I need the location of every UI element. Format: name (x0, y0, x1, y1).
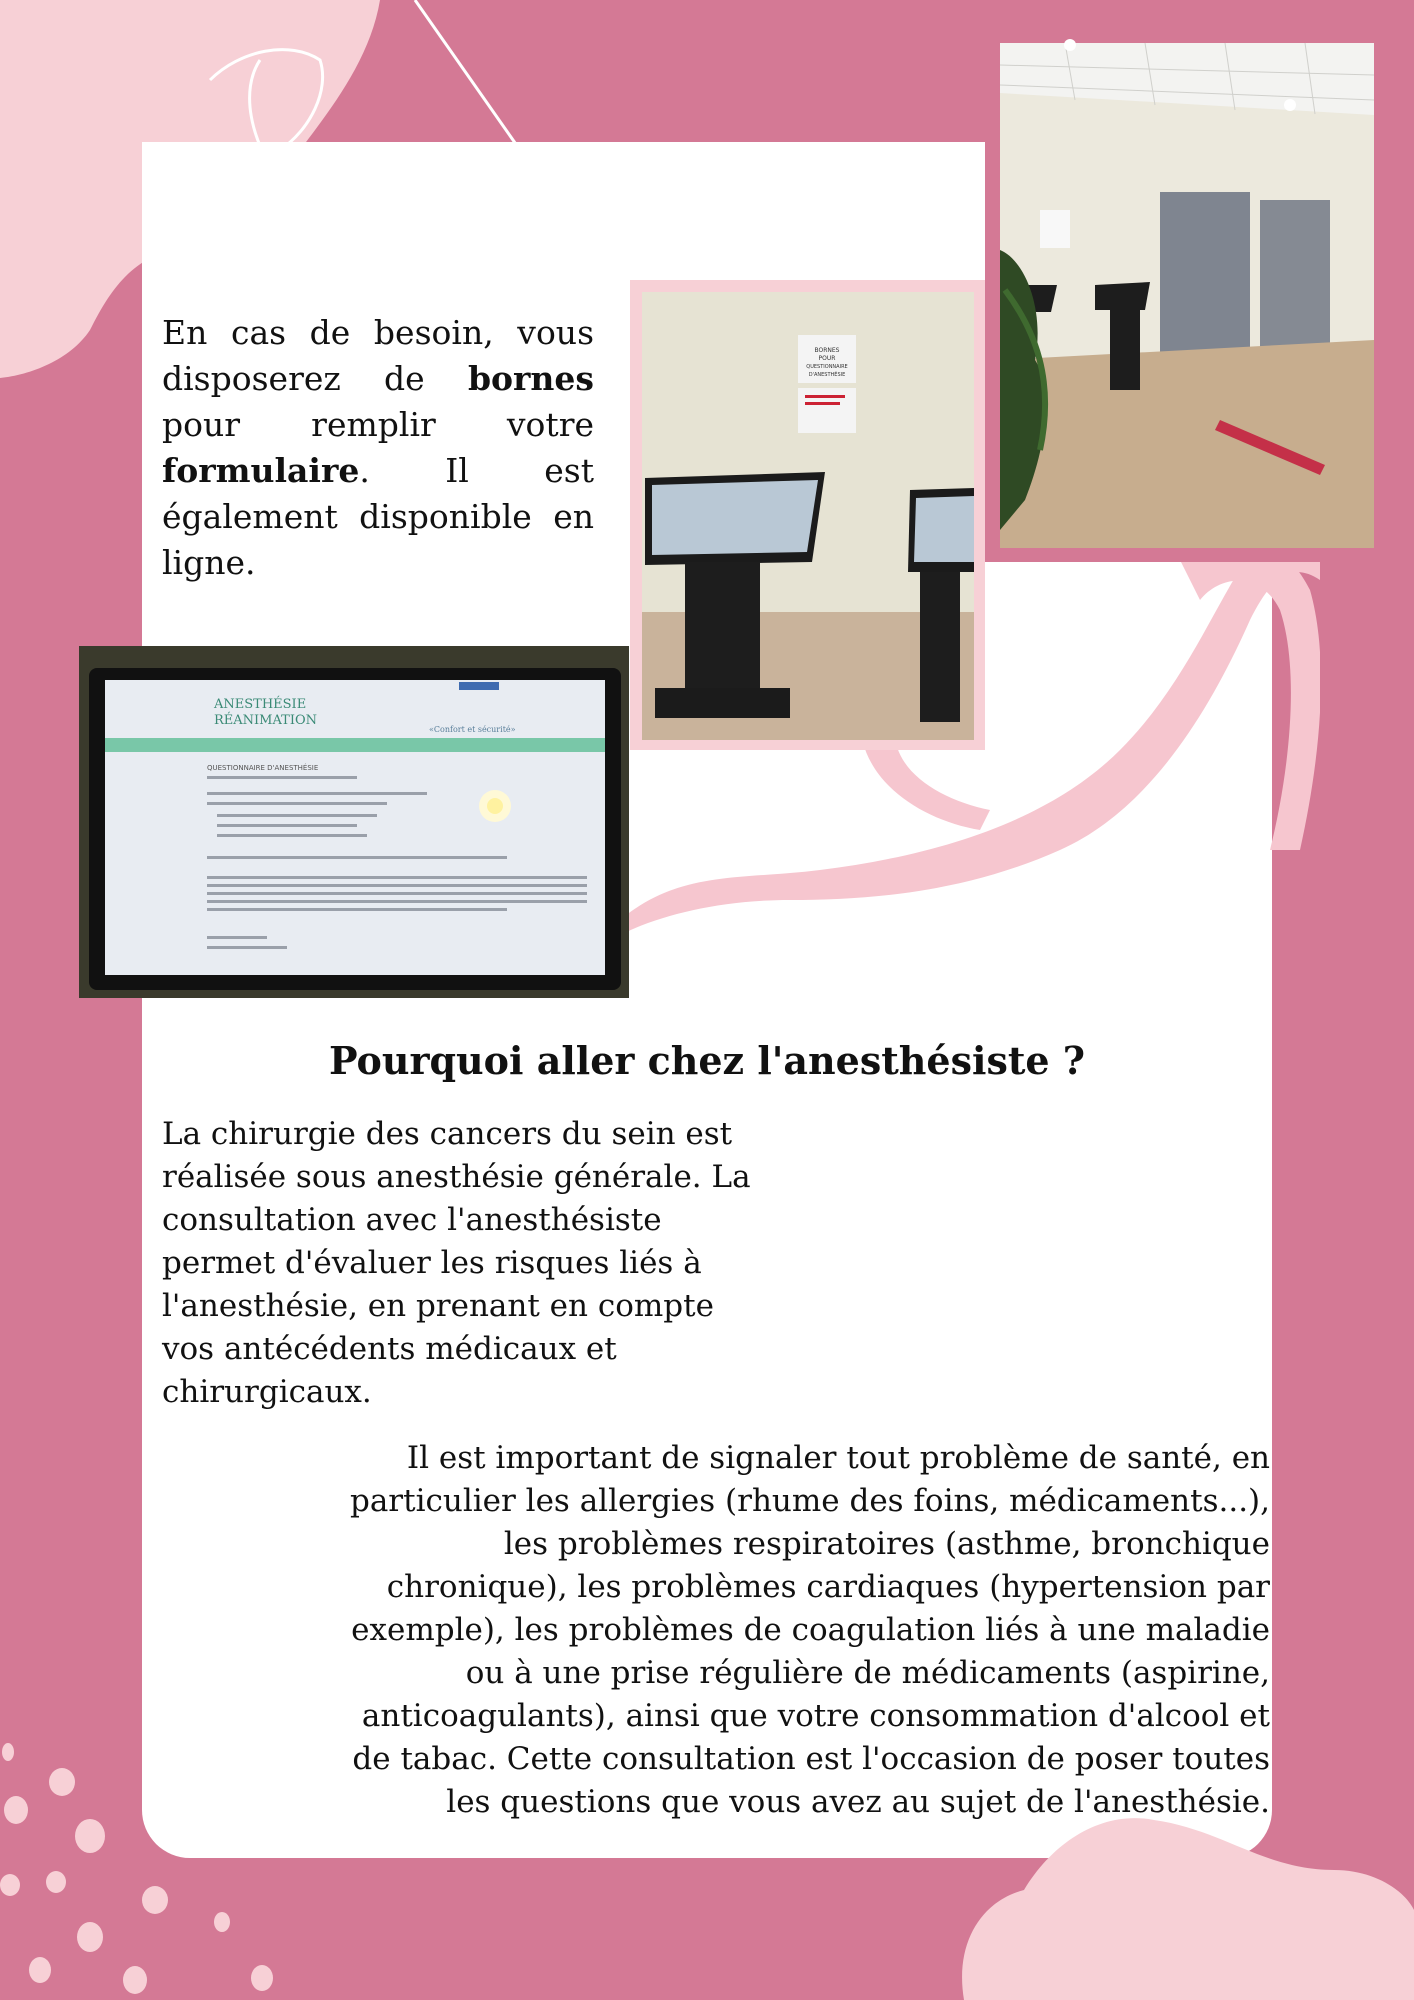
kiosk-logo-line1: ANESTHÉSIE (214, 697, 307, 712)
kiosk-tagline: «Confort et sécurité» (429, 725, 516, 734)
formulaire-keyword: formulaire (162, 451, 360, 490)
paragraph-general-anesthesia: La chirurgie des cancers du sein est réalisée sous anesthésie générale. La consultation avec l'anesthésiste permet d'évaluer les risques liés à l'anesthésie, en prenant en compte vos antécédents médicaux et chirurgicaux. (162, 1116, 751, 1410)
intro-paragraph (162, 310, 594, 586)
sign-line4: D'ANESTHÉSIE (808, 372, 846, 378)
bornes-keyword: bornes (467, 359, 594, 398)
intro-part3: . Il est également disponible en ligne. (162, 451, 594, 582)
hallway-kiosks-photo (985, 30, 1385, 562)
paragraph-health-problems: Il est important de signaler tout problème de santé, en particulier les allergies (rhume des foins, médicaments...), les problèmes respiratoires (asthme, bronchique chronique), les problèmes cardiaques (hypertension par exemple), les problèmes de coagulation liés à une maladie ou à une prise régulière de médicaments (aspirine, anticoagulants), ainsi que votre consommation d'alcool et de tabac. Cette consultation est l'occasion de poser toutes les questions que vous avez au sujet de l'anesthésie. (349, 1440, 1270, 1820)
bottom-left-dots-decoration (0, 1740, 300, 2000)
bottom-right-blob-decoration (934, 1780, 1414, 2000)
sign-line2: POUR (818, 355, 836, 362)
kiosk-logo-line2: RÉANIMATION (214, 713, 318, 728)
intro-part1: En cas de besoin, vous disposerez de (162, 313, 594, 398)
kiosk-form-title: QUESTIONNAIRE D'ANESTHÉSIE (207, 764, 319, 772)
sign-line3: QUESTIONNAIRE (806, 364, 848, 370)
intro-part2: pour remplir votre (162, 405, 594, 444)
sign-line1: BORNES (814, 347, 840, 354)
kiosks-closeup-photo (630, 280, 985, 750)
section-title: Pourquoi aller chez l'anesthésiste ? (328, 1038, 1086, 1083)
kiosk-screen-photo (79, 646, 629, 998)
